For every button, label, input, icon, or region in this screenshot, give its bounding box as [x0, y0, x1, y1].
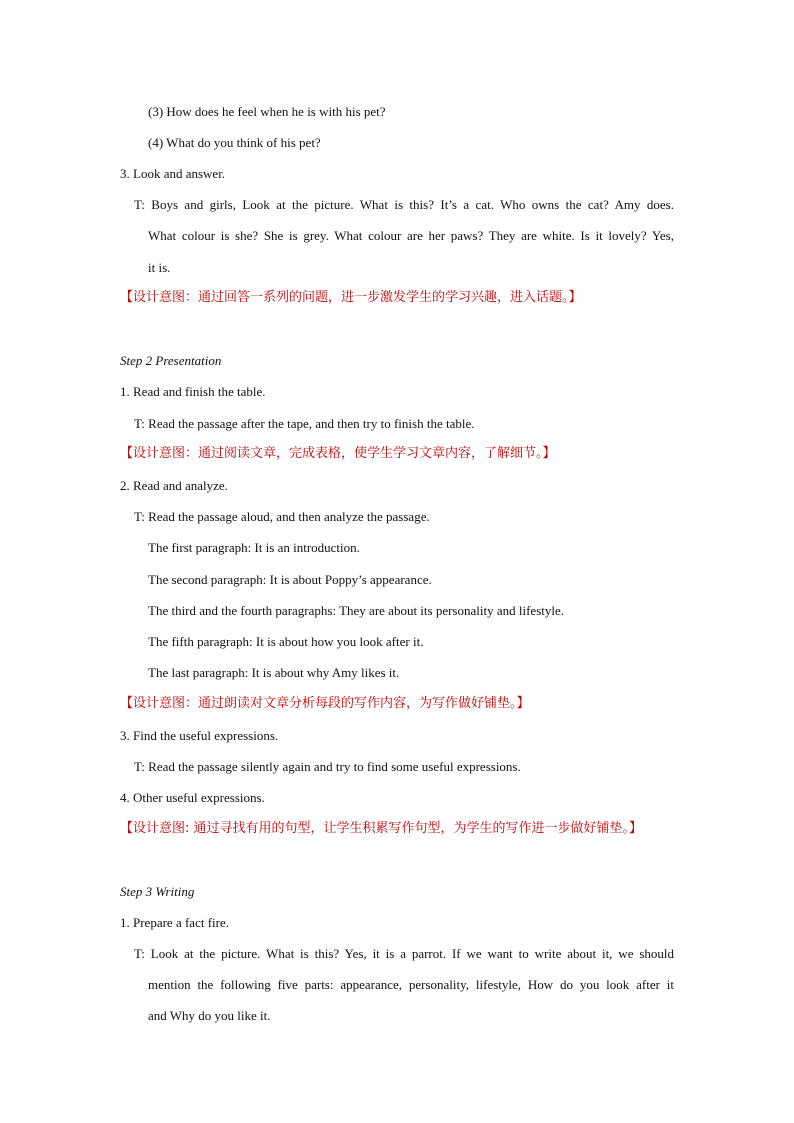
question-3: (3) How does he feel when he is with his pet?: [148, 104, 386, 119]
item-look-and-answer: 3. Look and answer.: [120, 166, 226, 181]
teacher-parrot-line-2: mention the following five parts: appearance, personality, lifestyle, How do you look after it: [148, 977, 674, 992]
paragraph-third-fourth: The third and the fourth paragraphs: They are about its personality and lifestyle.: [148, 603, 564, 618]
item-read-and-finish: 1. Read and finish the table.: [120, 384, 266, 399]
teacher-read-tape: T: Read the passage after the tape, and then try to finish the table.: [134, 416, 475, 431]
teacher-line-1: T: Boys and girls, Look at the picture. What is this? It’s a cat. Who owns the cat? Amy does.: [134, 197, 674, 212]
teacher-parrot-line-1: T: Look at the picture. What is this? Yes, it is a parrot. If we want to write about it, we should: [134, 946, 674, 961]
item-other-expressions: 4. Other useful expressions.: [120, 790, 265, 805]
design-note-3: 【设计意图：通过朗读对文章分析每段的写作内容，为写作做好铺垫。】: [120, 696, 530, 711]
item-read-and-analyze: 2. Read and analyze.: [120, 478, 228, 493]
step-3-heading: Step 3 Writing: [120, 884, 195, 899]
question-4: (4) What do you think of his pet?: [148, 135, 321, 150]
design-note-2: 【设计意图：通过阅读文章，完成表格，使学生学习文章内容，了解细节。】: [120, 446, 556, 461]
teacher-line-3: it is.: [148, 260, 171, 275]
teacher-line-2: What colour is she? She is grey. What colour are her paws? They are white. Is it lovely? Yes,: [148, 228, 674, 243]
item-prepare-fact-file: 1. Prepare a fact fire.: [120, 915, 229, 930]
design-note-4: 【设计意图: 通过寻找有用的句型，让学生积累写作句型，为学生的写作进一步做好铺垫。】: [120, 821, 643, 836]
teacher-read-aloud: T: Read the passage aloud, and then analyze the passage.: [134, 509, 430, 524]
teacher-read-silently: T: Read the passage silently again and try to find some useful expressions.: [134, 759, 521, 774]
design-note-1: 【设计意图：通过回答一系列的问题，进一步激发学生的学习兴趣，进入话题。】: [120, 290, 582, 305]
paragraph-fifth: The fifth paragraph: It is about how you look after it.: [148, 634, 424, 649]
paragraph-first: The first paragraph: It is an introduction.: [148, 540, 360, 555]
teacher-parrot-line-3: and Why do you like it.: [148, 1008, 271, 1023]
paragraph-last: The last paragraph: It is about why Amy likes it.: [148, 665, 400, 680]
step-2-heading: Step 2 Presentation: [120, 353, 222, 368]
paragraph-second: The second paragraph: It is about Poppy’s appearance.: [148, 572, 432, 587]
item-find-expressions: 3. Find the useful expressions.: [120, 728, 279, 743]
